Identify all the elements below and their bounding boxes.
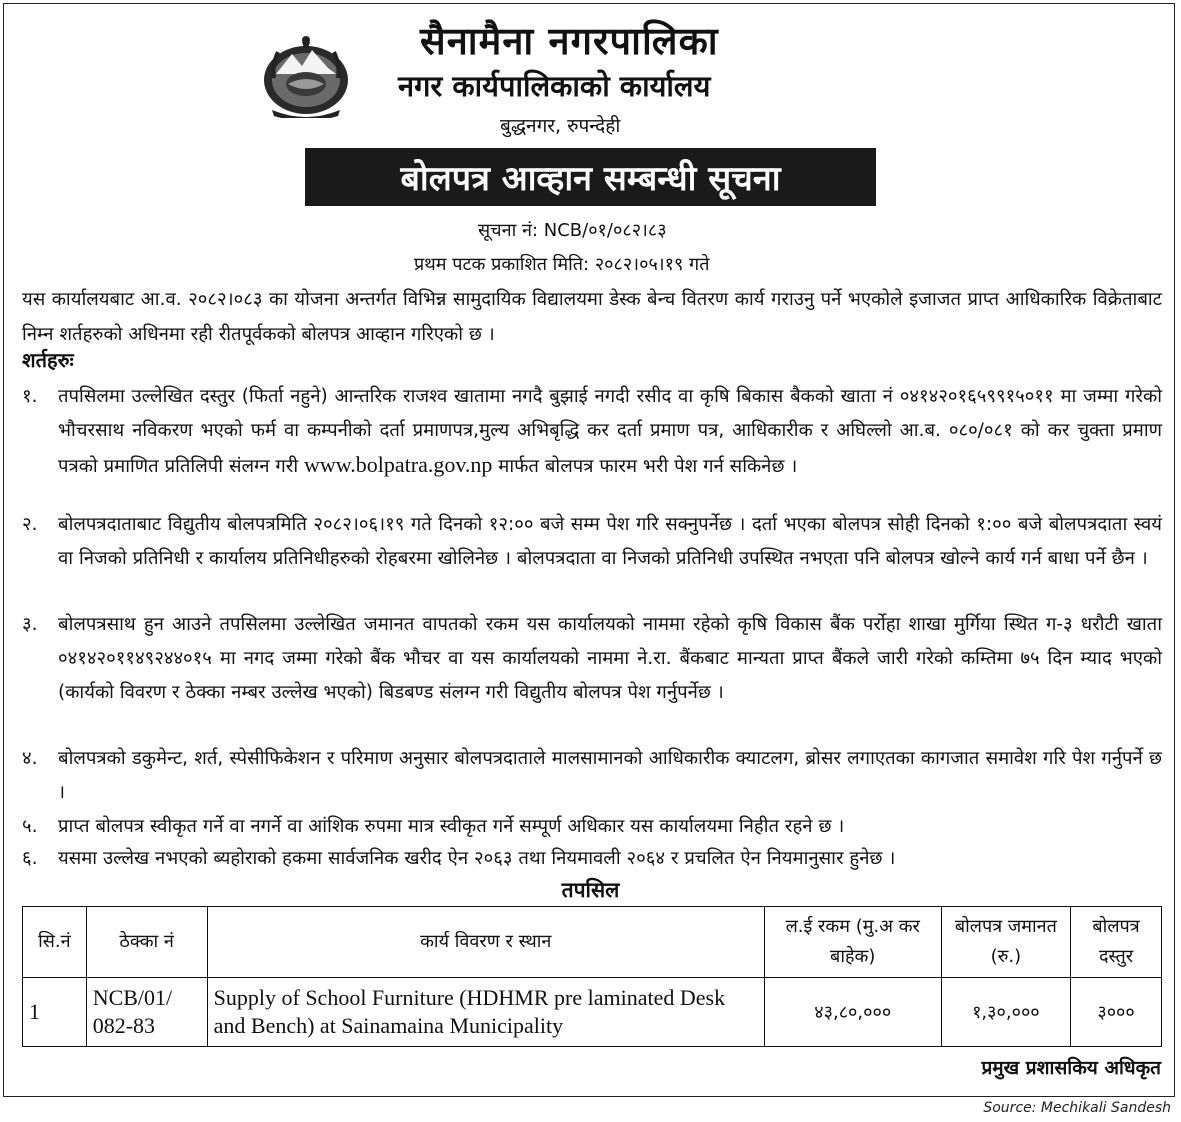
signature-title: प्रमुख प्रशासकिय अधिकृत	[981, 1057, 1161, 1079]
column-header-estimated-amount: ल.ई रकम (मु.अ कर बाहेक)	[764, 907, 941, 978]
office-address: बुद्धनगर, रुपन्देही	[500, 115, 621, 137]
office-subtitle: नगर कार्यपालिकाको कार्यालय	[398, 69, 711, 103]
bolpatra-link[interactable]: www.bolpatra.gov.np	[304, 452, 493, 477]
nepal-emblem-icon	[258, 34, 354, 118]
table-header-row	[23, 907, 1162, 978]
cell-estimated-amount: ४३,८०,०००	[764, 978, 941, 1047]
column-header-sn: सि.नं	[23, 907, 87, 978]
table-row	[23, 978, 1162, 1047]
cell-sn: 1	[23, 978, 87, 1047]
condition-number: ३.	[22, 614, 38, 635]
condition-text: बोलपत्रसाथ हुन आउने तपसिलमा उल्लेखित जमानत वापतको रकम यस कार्यालयको नाममा रहेको कृषि विकास बैंक पर्रोहा शाखा मुर्गिया स्थित ग-३ धरौटी खाता ०४१४२०११४९२४४०१५ मा नगद जम्मा गरेको बैंक भौचर वा यस कार्यालयको नाममा ने.रा. बैंकबाट मान्यता प्राप्त बैंकले जारी गरेको कम्तिमा ७५ दिन म्याद भएको (कार्यको विवरण र ठेक्का नम्बर उल्लेख भएको) बिडबण्ड संलग्न गरी विद्युतीय बोलपत्र पेश गर्नुपर्नेछ ।	[58, 614, 1162, 703]
condition-item	[22, 508, 1162, 576]
column-header-bid-fee: बोलपत्र दस्तुर	[1071, 907, 1162, 978]
condition-number: ४.	[22, 748, 38, 769]
conditions-heading: शर्तहरुः	[22, 348, 74, 372]
column-header-contract-no: ठेक्का नं	[86, 907, 207, 978]
condition-number: १.	[22, 386, 38, 407]
notice-number: सूचना नं: NCB/०१/०८२।८३	[478, 220, 667, 241]
condition-number: ६.	[22, 848, 38, 869]
condition-item	[22, 842, 1162, 876]
cell-bid-security: १,३०,०००	[941, 978, 1071, 1047]
condition-item	[22, 810, 1162, 844]
cell-contract-no: NCB/01/ 082-83	[86, 978, 207, 1047]
publish-date: प्रथम पटक प्रकाशित मिति: २०८२।०५।१९ गते	[414, 254, 710, 275]
condition-text: प्राप्त बोलपत्र स्वीकृत गर्ने वा नगर्ने वा आंशिक रुपमा मात्र स्वीकृत गर्ने सम्पूर्ण अधिकार यस कार्यालयमा निहीत रहने छ ।	[58, 816, 845, 837]
source-credit: Source: Mechikali Sandesh	[983, 1100, 1171, 1116]
condition-item	[22, 380, 1162, 484]
condition-text: बोलपत्रदाताबाट विद्युतीय बोलपत्रमिति २०८२।०६।१९ गते दिनको १२:०० बजे सम्म पेश गरि सक्नुपर्नेछ । दर्ता भएका बोलपत्र सोही दिनको १:०० बजे बोलपत्रदाता स्वयं वा निजको प्रतिनिधी र कार्यालय प्रतिनिधीहरुको रोहबरमा खोलिनेछ । बोलपत्रदाता वा निजको प्रतिनिधी उपस्थित नभएता पनि बोलपत्र खोल्ने कार्य गर्न बाधा पर्ने छैन ।	[58, 514, 1162, 569]
annex-title: तपसिल	[561, 878, 620, 902]
intro-paragraph: यस कार्यालयबाट आ.व. २०८२।०८३ का योजना अन्तर्गत विभिन्न सामुदायिक विद्यालयमा डेस्क बेन्च वितरण कार्य गराउनु पर्ने भएकोले इजाजत प्राप्त आधिकारिक विक्रेताबाट निम्न शर्तहरुको अधिनमा रही रीतपूर्वकको बोलपत्र आव्हान गरिएको छ ।	[22, 289, 1162, 345]
column-header-description: कार्य विवरण र स्थान	[207, 907, 764, 978]
condition-text: यसमा उल्लेख नभएको ब्यहोराको हकमा सार्वजनिक खरीद ऐन २०६३ तथा नियमावली २०६४ र प्रचलित ऐन नियमानुसार हुनेछ ।	[58, 848, 896, 869]
cell-description: Supply of School Furniture (HDHMR pre laminated Desk and Bench) at Sainamaina Municipality	[207, 978, 764, 1047]
condition-text-part: तपसिलमा उल्लेखित दस्तुर (फिर्ता नहुने) आन्तरिक राजश्व खातामा नगदै बुझाई नगदी रसीद वा कृषि बिकास बैकको खाता नं ०४१४२०१६५९९१५०११ मा जम्मा गरेको भौचरसाथ नविकरण भएको फर्म वा कम्पनीको दर्ता प्रमाणपत्र,मुल्य अभिबृद्धि कर दर्ता प्रमाण पत्र, आधिकारीक र अघिल्लो आ.ब. ०८०/०८१ को कर चुक्ता प्रमाण पत्रको प्रमाणित प्रतिलिपी संलग्न गरी	[58, 386, 1162, 477]
column-header-bid-security: बोलपत्र जमानत (रु.)	[941, 907, 1071, 978]
notice-title-banner: बोलपत्र आव्हान सम्बन्धी सूचना	[305, 148, 876, 206]
office-name: सैनामैना नगरपालिका	[420, 19, 719, 63]
annex-table	[22, 906, 1162, 1047]
condition-item	[22, 742, 1162, 810]
condition-text: बोलपत्रको डकुमेन्ट, शर्त, स्पेसीफिकेशन र परिमाण अनुसार बोलपत्रदाताले मालसामानको आधिकारीक क्याटलग, ब्रोसर लगाएतका कागजात समावेश गरि पेश गर्नुपर्ने छ ।	[58, 748, 1162, 803]
cell-bid-fee: ३०००	[1071, 978, 1162, 1047]
condition-number: २.	[22, 514, 38, 535]
condition-text-part: मार्फत बोलपत्र फारम भरी पेश गर्न सकिनेछ ।	[498, 456, 798, 477]
condition-item	[22, 608, 1162, 710]
condition-text	[58, 380, 1162, 484]
condition-number: ५.	[22, 816, 38, 837]
